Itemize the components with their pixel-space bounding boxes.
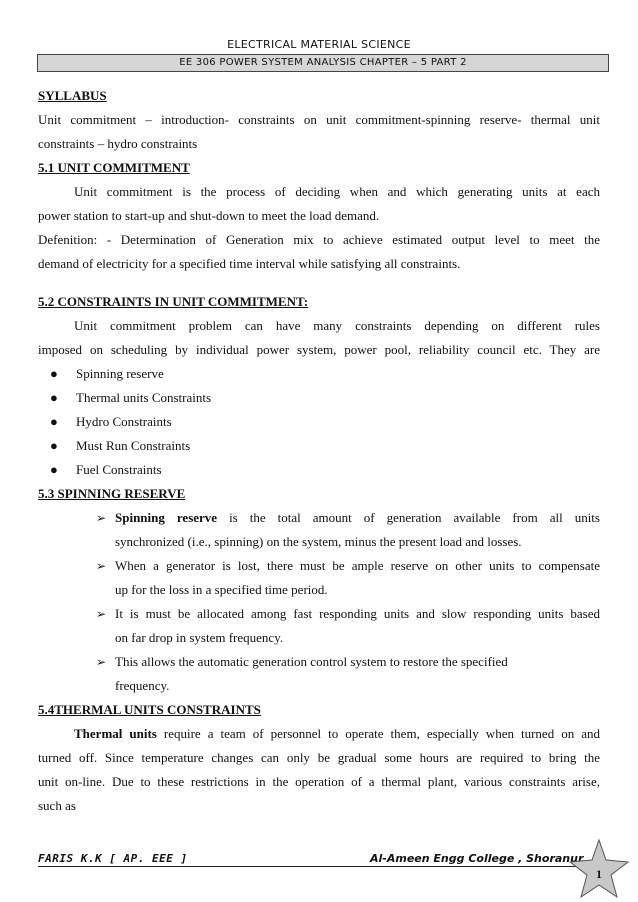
paragraph-line: Thermal units require a team of personnel to operate them, especially when turned on and <box>74 726 600 741</box>
paragraph-line: turned off. Since temperature changes can only be gradual some hours are required to bring the <box>38 750 600 765</box>
bullet-icon: ● <box>50 438 58 453</box>
section-heading-5-4: 5.4THERMAL UNITS CONSTRAINTS <box>38 702 261 717</box>
list-item: ➢ Spinning reserve is the total amount of generation available from all units synchronized (i.e., spinning) on the system, minus the present load and losses. <box>38 506 600 554</box>
footer-rule <box>38 866 583 867</box>
list-item: ➢ This allows the automatic generation control system to restore the specified frequency. <box>38 650 600 698</box>
footer-author: FARIS K.K [ AP. EEE ] <box>38 852 188 865</box>
footer-college: Al-Ameen Engg College , Shoranur <box>370 852 584 865</box>
list-item: ● Spinning reserve <box>38 362 600 386</box>
bullet-icon: ● <box>50 462 58 477</box>
arrow-bullet-icon: ➢ <box>96 607 107 621</box>
bullet-icon: ● <box>50 366 58 381</box>
chapter-banner: EE 306 POWER SYSTEM ANALYSIS CHAPTER – 5 PART 2 <box>37 54 609 72</box>
page-number: 1 <box>596 867 602 881</box>
list-item: ➢ When a generator is lost, there must be ample reserve on other units to compensate up for the loss in a specified time period. <box>38 554 600 602</box>
paragraph-line: power station to start-up and shut-down to meet the load demand. <box>38 208 380 223</box>
list-item: ● Thermal units Constraints <box>38 386 600 410</box>
page-content <box>38 84 600 818</box>
list-item: ● Must Run Constraints <box>38 434 600 458</box>
list-item: ● Fuel Constraints <box>38 458 600 482</box>
arrow-bullet-icon: ➢ <box>96 559 107 573</box>
list-item: ➢ It is must be allocated among fast responding units and slow responding units based on far drop in system frequency. <box>38 602 600 650</box>
definition-line: demand of electricity for a specified time interval while satisfying all constraints. <box>38 256 461 271</box>
bullet-icon: ● <box>50 390 58 405</box>
syllabus-heading: SYLLABUS <box>38 88 107 103</box>
definition-line: Defenition: - Determination of Generation mix to achieve estimated output level to meet the <box>38 232 600 247</box>
paragraph-line: imposed on scheduling by individual power system, power pool, reliability council etc. They are <box>38 342 600 357</box>
paragraph-line: such as <box>38 798 76 813</box>
arrow-bullet-icon: ➢ <box>96 655 107 669</box>
document-title: ELECTRICAL MATERIAL SCIENCE <box>227 38 411 51</box>
syllabus-text-line: Unit commitment – introduction- constraints on unit commitment-spinning reserve- thermal unit <box>38 112 600 127</box>
paragraph-line: Unit commitment is the process of deciding when and which generating units at each <box>74 184 600 199</box>
paragraph-line: Unit commitment problem can have many constraints depending on different rules <box>74 318 600 333</box>
spinning-reserve-list <box>38 506 600 698</box>
constraints-list <box>38 362 600 482</box>
section-heading-5-1: 5.1 UNIT COMMITMENT <box>38 160 190 175</box>
bullet-icon: ● <box>50 414 58 429</box>
arrow-bullet-icon: ➢ <box>96 511 107 525</box>
section-heading-5-3: 5.3 SPINNING RESERVE <box>38 486 186 501</box>
section-heading-5-2: 5.2 CONSTRAINTS IN UNIT COMMITMENT: <box>38 294 309 309</box>
syllabus-text-line: constraints – hydro constraints <box>38 136 198 151</box>
paragraph-line: unit on-line. Due to these restrictions in the operation of a thermal plant, various constraints arise, <box>38 774 600 789</box>
list-item: ● Hydro Constraints <box>38 410 600 434</box>
